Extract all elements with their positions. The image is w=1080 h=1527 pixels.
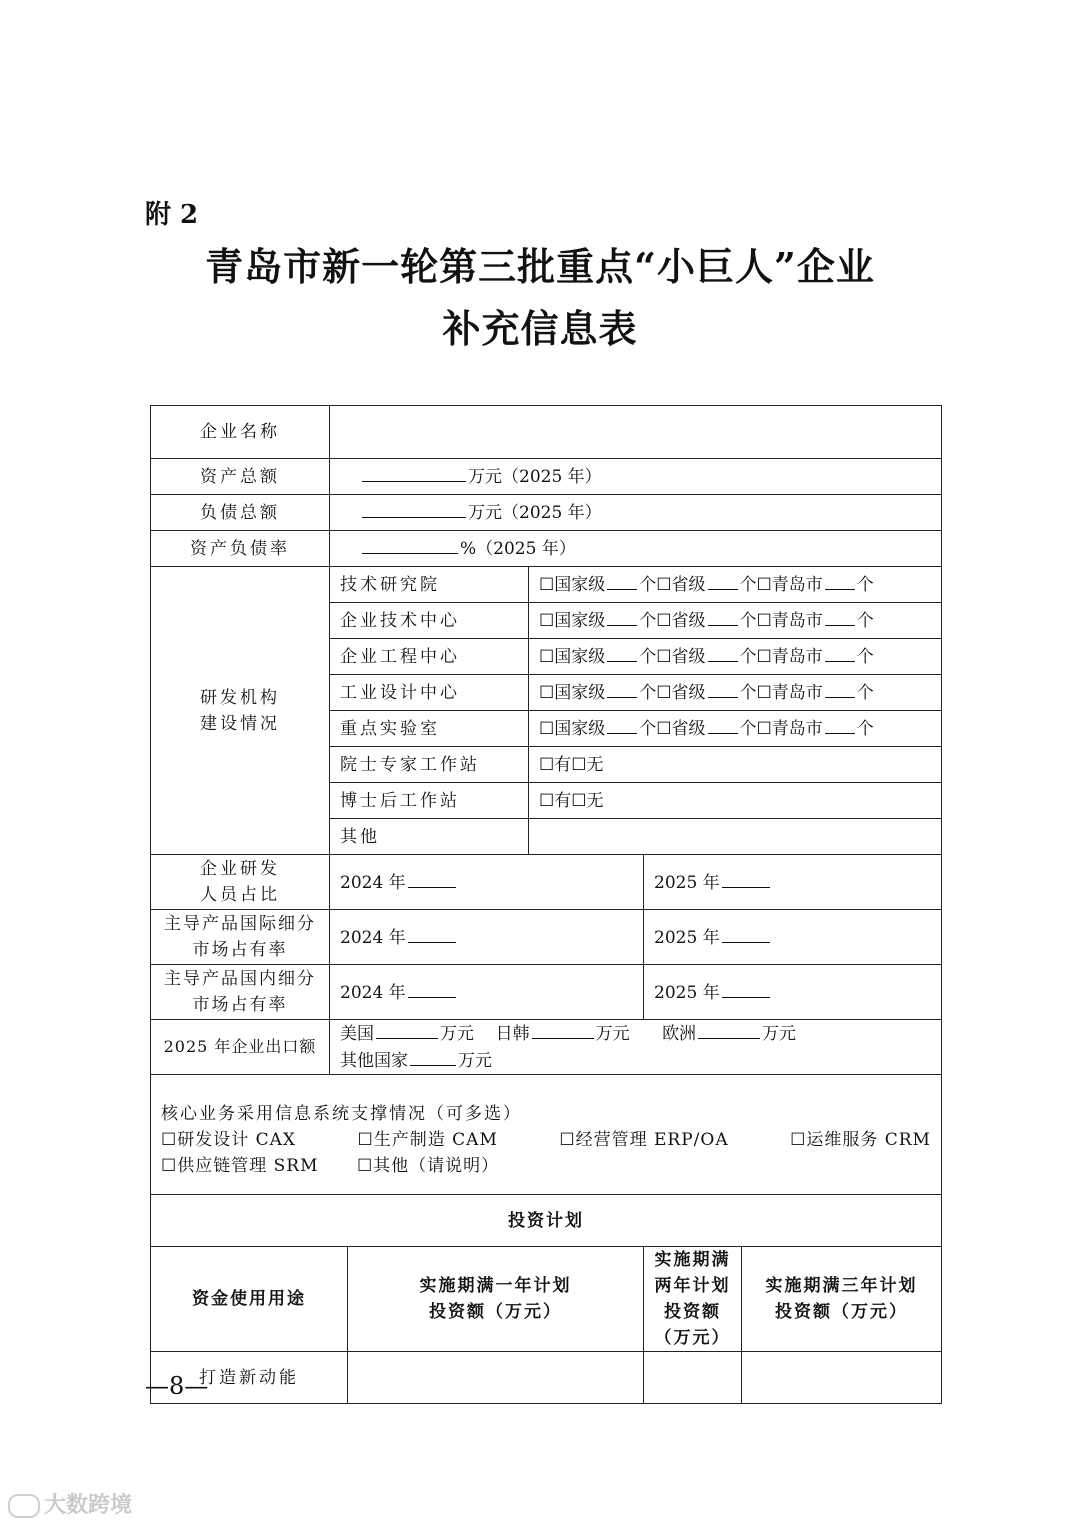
watermark-logo-icon <box>8 1494 40 1518</box>
invest-col-year3 <box>742 1247 942 1352</box>
rd-label-line2: 建设情况 <box>200 713 280 734</box>
level-city-checkbox[interactable]: ☐青岛市 <box>756 575 823 595</box>
fill-blank[interactable] <box>362 535 458 554</box>
rd-row-name: 工业设计中心 <box>330 675 529 711</box>
row-intl-share <box>151 910 942 965</box>
invest-col-year1-line1: 实施期满一年计划 <box>419 1276 572 1296</box>
row-export <box>151 1020 942 1075</box>
debt-ratio-label: 资产负债率 <box>151 531 330 567</box>
rd-staff-2024[interactable] <box>330 855 644 910</box>
rd-staff-label <box>151 855 330 910</box>
option-management[interactable]: ☐经营管理 ERP/OA <box>559 1129 729 1150</box>
watermark-text: 大数跨境 <box>44 1493 133 1518</box>
unit-wanyuan: 万元 <box>440 1024 474 1044</box>
unit-wanyuan: 万元 <box>458 1051 492 1071</box>
intl-share-2025[interactable] <box>644 910 942 965</box>
level-national-checkbox[interactable]: ☐国家级 <box>539 611 606 631</box>
export-other-label: 其他国家 <box>340 1051 408 1071</box>
option-other[interactable]: ☐其他（请说明） <box>356 1155 500 1176</box>
unit-wanyuan: 万元 <box>762 1024 797 1044</box>
invest-col-year2-line1: 实施期满两年计划 <box>654 1250 731 1296</box>
export-japan-korea-label: 日韩 <box>495 1024 530 1044</box>
yes-checkbox[interactable]: ☐有 <box>539 790 572 811</box>
unit-ge: 个 <box>739 611 757 631</box>
year-label: 2025 年 <box>654 927 720 948</box>
rd-row-levels[interactable] <box>529 603 942 639</box>
year-label: 2025 年 <box>654 872 720 893</box>
row-company-name <box>151 406 942 459</box>
invest-year2-value[interactable] <box>644 1352 742 1404</box>
unit-ge: 个 <box>639 683 657 703</box>
unit-ge: 个 <box>856 575 874 595</box>
info-systems-title: 核心业务采用信息系统支撑情况（可多选） <box>161 1103 522 1124</box>
level-city-checkbox[interactable]: ☐青岛市 <box>756 611 823 631</box>
rd-staff-label-line1: 企业研发 <box>200 859 280 879</box>
dom-share-label-line1: 主导产品国内细分 <box>164 969 316 989</box>
option-production[interactable]: ☐生产制造 CAM <box>357 1129 498 1150</box>
option-supply-chain[interactable]: ☐供应链管理 SRM <box>161 1155 319 1176</box>
rd-row-name: 企业工程中心 <box>330 639 529 675</box>
debt-ratio-unit: %（2025 年） <box>460 539 576 559</box>
unit-ge: 个 <box>856 647 874 667</box>
intl-share-label <box>151 910 330 965</box>
station-row-options[interactable] <box>529 747 942 783</box>
rd-row <box>151 567 942 603</box>
info-systems-cell <box>151 1075 942 1195</box>
row-info-systems <box>151 1075 942 1195</box>
station-row-name: 博士后工作站 <box>330 783 529 819</box>
unit-ge: 个 <box>639 719 657 739</box>
other-value[interactable] <box>529 819 942 855</box>
invest-col-purpose: 资金使用用途 <box>151 1247 348 1352</box>
unit-ge: 个 <box>856 719 874 739</box>
form-title-line2: 补充信息表 <box>442 306 638 351</box>
company-name-value[interactable] <box>330 406 942 459</box>
row-dom-share <box>151 965 942 1020</box>
row-investment-new-momentum <box>151 1352 942 1404</box>
invest-year1-value[interactable] <box>348 1352 644 1404</box>
attachment-label: 附 2 <box>145 200 199 230</box>
unit-ge: 个 <box>856 683 874 703</box>
level-province-checkbox[interactable]: ☐省级 <box>656 683 706 703</box>
row-total-liabilities <box>151 495 942 531</box>
row-investment-title <box>151 1195 942 1247</box>
unit-wanyuan: 万元 <box>595 1024 630 1044</box>
form-title-line1: 青岛市新一轮第三批重点“小巨人”企业 <box>205 244 875 289</box>
rd-row-levels[interactable] <box>529 567 942 603</box>
rd-row-name: 重点实验室 <box>330 711 529 747</box>
level-city-checkbox[interactable]: ☐青岛市 <box>756 683 823 703</box>
other-label: 其他 <box>330 819 529 855</box>
station-row-options[interactable] <box>529 783 942 819</box>
total-liabilities-value[interactable] <box>330 495 942 531</box>
level-city-checkbox[interactable]: ☐青岛市 <box>756 647 823 667</box>
rd-staff-label-line2: 人员占比 <box>200 885 280 905</box>
rd-label-line1: 研发机构 <box>200 687 280 708</box>
level-national-checkbox[interactable]: ☐国家级 <box>539 647 606 667</box>
level-city-checkbox[interactable]: ☐青岛市 <box>756 719 823 739</box>
total-assets-label: 资产总额 <box>151 459 330 495</box>
total-assets-value[interactable] <box>330 459 942 495</box>
invest-year3-value[interactable] <box>742 1352 942 1404</box>
station-row-name: 院士专家工作站 <box>330 747 529 783</box>
invest-col-year1 <box>348 1247 644 1352</box>
rd-staff-2025[interactable] <box>644 855 942 910</box>
level-national-checkbox[interactable]: ☐国家级 <box>539 683 606 703</box>
year-label: 2024 年 <box>340 982 406 1003</box>
intl-share-label-line1: 主导产品国际细分 <box>164 914 316 934</box>
watermark <box>8 1488 132 1519</box>
company-name-label: 企业名称 <box>151 406 330 459</box>
row-rd-staff <box>151 855 942 910</box>
level-national-checkbox[interactable]: ☐国家级 <box>539 719 606 739</box>
debt-ratio-value[interactable] <box>330 531 942 567</box>
export-usa-label: 美国 <box>340 1024 374 1044</box>
export-values[interactable] <box>330 1020 942 1075</box>
level-province-checkbox[interactable]: ☐省级 <box>656 719 706 739</box>
supplementary-info-table <box>150 405 942 1404</box>
rd-institutions-label <box>151 567 330 855</box>
yes-checkbox[interactable]: ☐有 <box>539 754 572 775</box>
level-national-checkbox[interactable]: ☐国家级 <box>539 575 606 595</box>
unit-ge: 个 <box>639 575 657 595</box>
rd-row-levels[interactable] <box>529 675 942 711</box>
unit-ge: 个 <box>639 611 657 631</box>
option-rd-design[interactable]: ☐研发设计 CAX <box>161 1129 297 1150</box>
no-checkbox[interactable]: ☐无 <box>571 790 604 811</box>
level-province-checkbox[interactable]: ☐省级 <box>656 575 706 595</box>
invest-col-amount: 投资额（万元） <box>775 1302 908 1322</box>
investment-title: 投资计划 <box>151 1195 942 1247</box>
row-total-assets <box>151 459 942 495</box>
total-liabilities-label: 负债总额 <box>151 495 330 531</box>
total-liabilities-unit: 万元（2025 年） <box>468 503 602 523</box>
level-province-checkbox[interactable]: ☐省级 <box>656 611 706 631</box>
intl-share-2024[interactable] <box>330 910 644 965</box>
total-assets-unit: 万元（2025 年） <box>468 467 602 487</box>
dom-share-label-line2: 市场占有率 <box>192 995 288 1015</box>
intl-share-label-line2: 市场占有率 <box>192 940 288 960</box>
invest-col-amount: 投资额（万元） <box>429 1302 562 1322</box>
option-maintenance[interactable]: ☐运维服务 CRM <box>790 1129 931 1150</box>
export-label: 2025 年企业出口额 <box>151 1020 330 1075</box>
row-investment-header <box>151 1247 942 1352</box>
page-number: —8— <box>145 1372 209 1400</box>
no-checkbox[interactable]: ☐无 <box>571 754 604 775</box>
dom-share-2024[interactable] <box>330 965 644 1020</box>
unit-ge: 个 <box>739 575 757 595</box>
year-label: 2024 年 <box>340 927 406 948</box>
dom-share-2025[interactable] <box>644 965 942 1020</box>
unit-ge: 个 <box>739 647 757 667</box>
unit-ge: 个 <box>639 647 657 667</box>
rd-row-levels[interactable] <box>529 639 942 675</box>
invest-col-year3-line1: 实施期满三年计划 <box>765 1276 918 1296</box>
unit-ge: 个 <box>739 719 757 739</box>
fill-blank[interactable] <box>362 463 466 482</box>
fill-blank[interactable] <box>362 499 466 518</box>
invest-col-year2 <box>644 1247 742 1352</box>
year-label: 2024 年 <box>340 872 406 893</box>
unit-ge: 个 <box>739 683 757 703</box>
row-debt-ratio <box>151 531 942 567</box>
export-europe-label: 欧洲 <box>662 1024 697 1044</box>
dom-share-label <box>151 965 330 1020</box>
year-label: 2025 年 <box>654 982 720 1003</box>
rd-row-name: 技术研究院 <box>330 567 529 603</box>
rd-row-name: 企业技术中心 <box>330 603 529 639</box>
invest-row-label: 打造新动能 <box>151 1352 348 1404</box>
level-province-checkbox[interactable]: ☐省级 <box>656 647 706 667</box>
unit-ge: 个 <box>856 611 874 631</box>
rd-row-levels[interactable] <box>529 711 942 747</box>
invest-col-amount: 投资额（万元） <box>654 1302 731 1348</box>
